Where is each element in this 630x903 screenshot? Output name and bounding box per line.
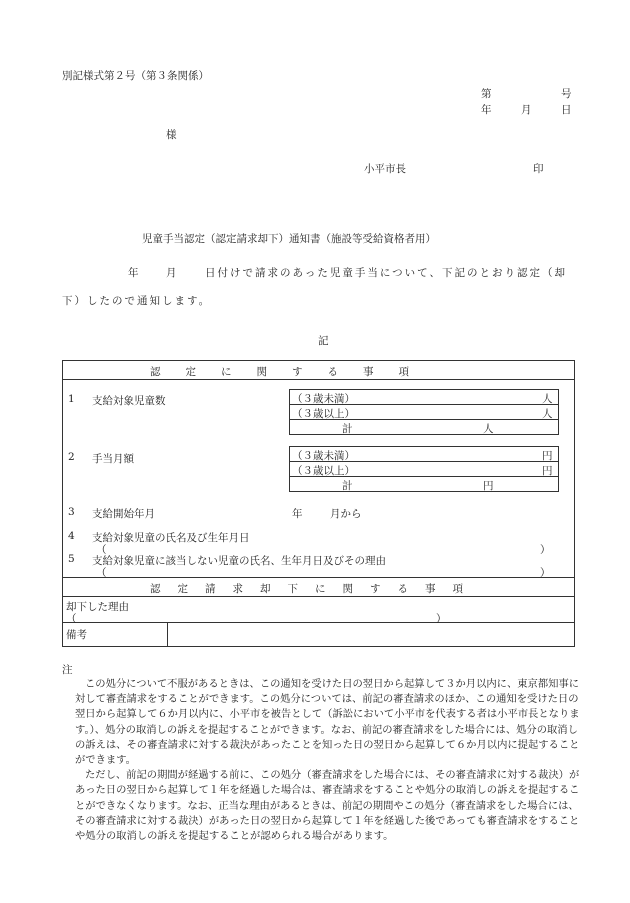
- table-top-border: [62, 360, 575, 361]
- remarks-top-border: [62, 622, 575, 623]
- section2-top-border: [62, 577, 575, 578]
- amount-under3-unit: 円: [542, 450, 553, 462]
- reason-open-paren: （: [66, 613, 77, 625]
- item1-number: 1: [68, 393, 75, 405]
- item5-number: 5: [68, 553, 75, 565]
- item2-label: 手当月額: [92, 453, 134, 465]
- item3-number: 3: [68, 506, 75, 518]
- section1-header: 認定に関する事項: [150, 366, 434, 378]
- amount-over3-unit: 円: [542, 465, 553, 477]
- amount-total-unit: 円: [483, 480, 494, 492]
- item4-open-paren: （: [96, 544, 107, 556]
- amount-over3-label: （３歳以上）: [292, 465, 355, 477]
- start-month-from: 月から: [330, 508, 362, 520]
- note-paragraph-2: ただし、前記の期間が経過する前に、この処分（審査請求をした場合には、その審査請求に対する裁決）があった日の翌日から起算して１年を経過した場合は、審査請求をすることや処分の取消しの訴えを提起することができなくなります。なお、正当な理由があるときは、前記の期間やこの処分（審査請求をした場合には、その審査請求に対する裁決）があった日の翌日から起算して１年を経過した後であっても審査請求をすることや処分の取消しの訴えを提起することが認められる場合があります。: [75, 769, 580, 843]
- reason-label: 却下した理由: [66, 601, 129, 613]
- children-under3-label: （３歳未満）: [292, 393, 355, 405]
- item2-number: 2: [68, 451, 75, 463]
- item3-label: 支給開始年月: [92, 508, 155, 520]
- note-label: 注: [62, 664, 73, 676]
- item4-label: 支給対象児童の氏名及び生年月日: [92, 532, 250, 544]
- reason-close-paren: ）: [436, 613, 447, 625]
- item5-open-paren: （: [96, 567, 107, 579]
- ki-heading: 記: [318, 335, 329, 347]
- intro-line2: 下）したので通知します。: [62, 295, 212, 307]
- date-day: 日: [561, 104, 572, 116]
- note-paragraph-1: この処分について不服があるときは、この通知を受けた日の翌日から起算して３か月以内に、東京都知事に対して審査請求をすることができます。この処分については、前記の審査請求のほか、この通知を受けた日の翌日から起算して６か月以内に、小平市を被告として（訴訟において小平市を代表する者は小平市長となります。）、処分の取消しの訴えを提起することができます。なお、前記の審査請求をした場合には、処分の取消しの訴えは、その審査請求に対する裁決があったことを知った日の翌日から起算して６か月以内に提起することができます。: [75, 678, 580, 767]
- section2-header-border: [62, 596, 575, 597]
- children-over3-label: （３歳以上）: [292, 408, 355, 420]
- children-under3-unit: 人: [542, 393, 553, 405]
- doc-number-suffix: 号: [561, 88, 572, 100]
- intro-month: 月: [166, 267, 177, 279]
- table-bottom-border: [62, 646, 575, 647]
- amount-total-label: 計: [342, 480, 353, 492]
- item1-label: 支給対象児童数: [92, 395, 166, 407]
- note-body: [75, 677, 580, 844]
- children-over3-unit: 人: [542, 408, 553, 420]
- item4-close-paren: ）: [540, 544, 551, 556]
- addressee-suffix: 様: [166, 129, 177, 141]
- section2-header: 認定請求却下に関する事項: [150, 583, 480, 595]
- item4-number: 4: [68, 530, 75, 542]
- start-year: 年: [292, 508, 303, 520]
- children-total-label: 計: [342, 423, 353, 435]
- section1-header-border: [62, 379, 575, 380]
- remarks-label: 備考: [66, 629, 87, 641]
- seal-mark: 印: [533, 163, 544, 175]
- remarks-divider: [167, 622, 168, 646]
- item5-close-paren: ）: [540, 567, 551, 579]
- amount-under3-label: （３歳未満）: [292, 450, 355, 462]
- date-month: 月: [521, 104, 532, 116]
- intro-line1: 日付けで請求のあった児童手当について、下記のとおり認定（却: [205, 267, 567, 279]
- intro-year: 年: [128, 267, 139, 279]
- children-total-unit: 人: [483, 423, 494, 435]
- doc-number-prefix: 第: [481, 88, 492, 100]
- issuer: 小平市長: [364, 163, 406, 175]
- date-year: 年: [481, 104, 492, 116]
- form-label: 別記様式第２号（第３条関係）: [62, 70, 209, 82]
- table-left-border: [62, 360, 63, 647]
- doc-title: 児童手当認定（認定請求却下）通知書（施設等受給資格者用）: [142, 233, 436, 245]
- table-right-border: [574, 360, 575, 647]
- item5-label: 支給対象児童に該当しない児童の氏名、生年月日及びその理由: [92, 555, 386, 567]
